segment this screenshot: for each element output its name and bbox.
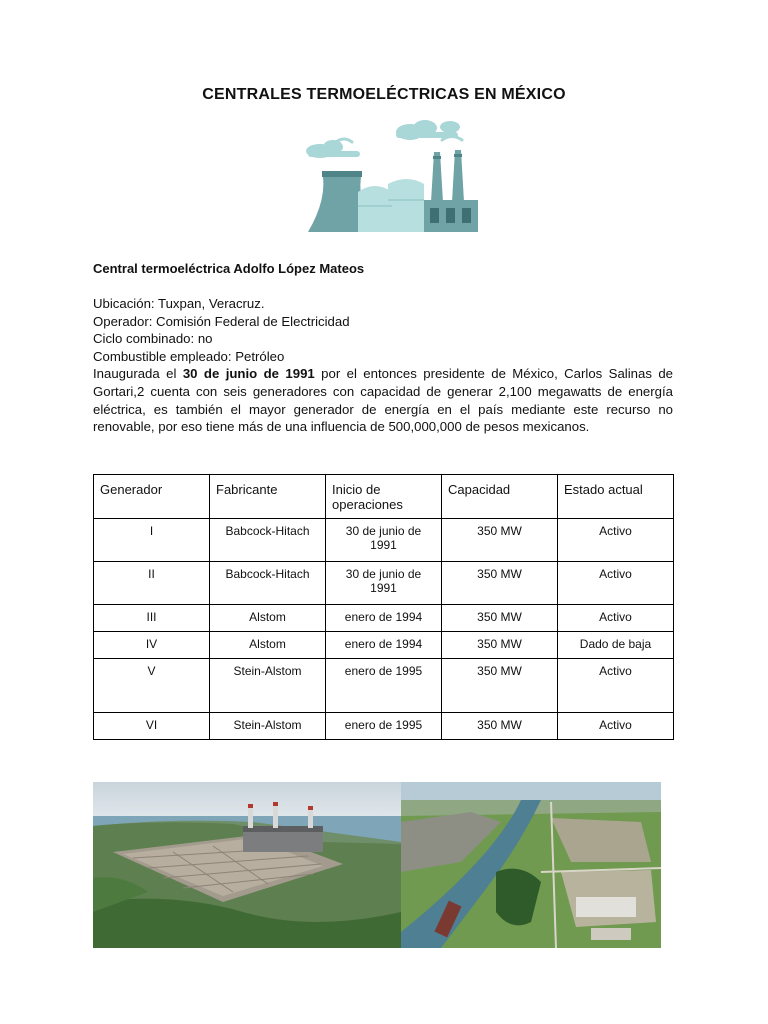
cell-capacidad: 350 MW — [442, 519, 558, 562]
info-fuel: Combustible empleado: Petróleo — [93, 348, 285, 364]
cell-generador: III — [94, 605, 210, 632]
table-header-row — [94, 475, 674, 519]
paragraph-text-start: Inaugurada el — [93, 366, 183, 382]
cell-estado: Dado de baja — [558, 632, 674, 659]
table-row — [94, 713, 674, 740]
cell-estado: Activo — [558, 562, 674, 605]
cell-fabricante: Stein-Alstom — [210, 659, 326, 713]
cell-capacidad: 350 MW — [442, 659, 558, 713]
cell-inicio: enero de 1994 — [326, 605, 442, 632]
header-inicio: Inicio de operaciones — [326, 475, 442, 519]
cell-generador: IV — [94, 632, 210, 659]
table-row — [94, 519, 674, 562]
photos-row — [93, 782, 661, 948]
cell-capacidad: 350 MW — [442, 562, 558, 605]
cell-fabricante: Stein-Alstom — [210, 713, 326, 740]
cell-capacidad: 350 MW — [442, 713, 558, 740]
cell-inicio: 30 de junio de 1991 — [326, 519, 442, 562]
cell-fabricante: Alstom — [210, 605, 326, 632]
cell-inicio: enero de 1995 — [326, 713, 442, 740]
document-title: CENTRALES TERMOELÉCTRICAS EN MÉXICO — [202, 86, 566, 103]
cell-estado: Activo — [558, 713, 674, 740]
info-combined-cycle: Ciclo combinado: no — [93, 331, 213, 347]
cell-fabricante: Alstom — [210, 632, 326, 659]
inauguration-date: 30 de junio de 1991 — [182, 366, 315, 382]
description-paragraph — [93, 365, 673, 435]
cell-capacidad: 350 MW — [442, 632, 558, 659]
section-title: Central termoeléctrica Adolfo López Mateos — [93, 261, 365, 276]
river-port-aerial-photo — [401, 782, 661, 948]
cell-fabricante: Babcock-Hitach — [210, 562, 326, 605]
header-generador: Generador — [94, 475, 210, 519]
header-capacidad: Capacidad — [442, 475, 558, 519]
table-row — [94, 562, 674, 605]
cell-inicio: enero de 1995 — [326, 659, 442, 713]
cell-estado: Activo — [558, 659, 674, 713]
cell-inicio: enero de 1994 — [326, 632, 442, 659]
table-row — [94, 605, 674, 632]
cell-estado: Activo — [558, 519, 674, 562]
cell-fabricante: Babcock-Hitach — [210, 519, 326, 562]
power-plant-aerial-photo — [93, 782, 401, 948]
plant-info — [93, 295, 673, 436]
cell-generador: V — [94, 659, 210, 713]
cell-generador: VI — [94, 713, 210, 740]
table-row — [94, 632, 674, 659]
thermoelectric-plant-illustration — [300, 118, 482, 236]
cell-estado: Activo — [558, 605, 674, 632]
header-fabricante: Fabricante — [210, 475, 326, 519]
cell-generador: II — [94, 562, 210, 605]
generators-table — [93, 474, 674, 740]
info-location: Ubicación: Tuxpan, Veracruz. — [93, 296, 265, 311]
cell-capacidad: 350 MW — [442, 605, 558, 632]
cell-generador: I — [94, 519, 210, 562]
table-row — [94, 659, 674, 713]
cell-inicio: 30 de junio de 1991 — [326, 562, 442, 605]
info-operator: Operador: Comisión Federal de Electricidad — [93, 313, 350, 329]
header-estado: Estado actual — [558, 475, 674, 519]
paragraph-text-rest: por el entonces presidente de México, Carlos Salinas de Gortari,2 cuenta con seis generadores con capacidad de generar 2,100 megawatts de energía eléctrica, es también el mayor generador de energía en el país mediante este recurso no renovable, por eso tiene más de una influencia de 500,000,000 de pesos mexicanos. — [93, 366, 674, 435]
